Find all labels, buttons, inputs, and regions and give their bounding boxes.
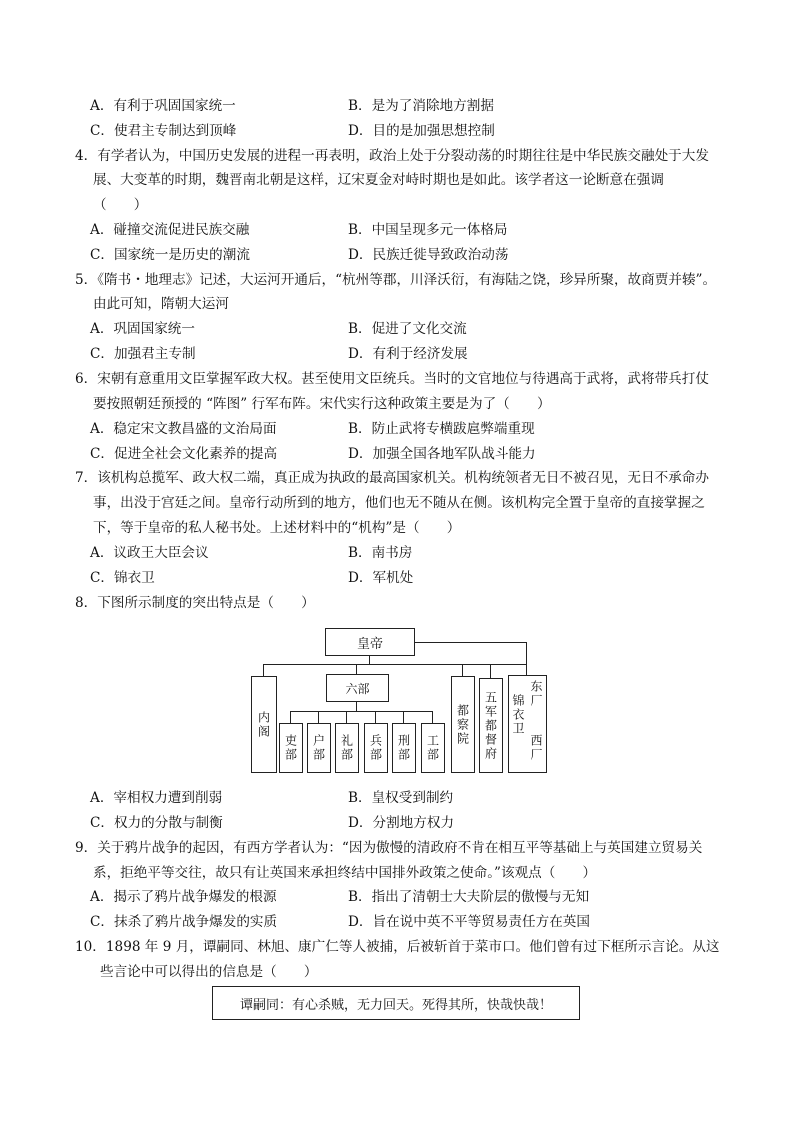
q6-stem-line-1: 6．宋朝有意重用文臣掌握军政大权。甚至使用文臣统兵。当时的文官地位与待遇高于武将，武将带兵打仗 (75, 371, 709, 387)
q5-option-a[interactable]: A．巩固国家统一 (90, 321, 195, 337)
q5-option-b[interactable]: B．促进了文化交流 (348, 321, 467, 337)
q7-option-c[interactable]: C．锦衣卫 (90, 570, 155, 586)
q6-option-c[interactable]: C．促进全社会文化素养的提高 (90, 446, 278, 462)
q4-answer-blank: （ ） (93, 197, 148, 213)
liubu-box: 六部 (326, 674, 389, 702)
q8-option-c[interactable]: C．权力的分散与制衡 (90, 815, 223, 831)
q5-stem-line-1: 5．《隋书・地理志》记述，大运河开通后，“杭州等郡，川泽沃衍，有海陆之饶，珍异所聚，故商贾并辏”。 (75, 272, 717, 288)
q7-stem-line-2: 事，出没于宫廷之间。皇帝行动所到的地方，他们也无不随从在侧。该机构完全置于皇帝的直接掌握之 (93, 495, 705, 511)
bingbu-box: 兵部 (364, 723, 388, 773)
q10-quote-box: 谭嗣同：有心杀贼，无力回天。死得其所，快哉快哉！ (212, 986, 580, 1020)
q6-option-b[interactable]: B．防止武将专横跋扈弊端重现 (348, 421, 535, 437)
q8-option-a[interactable]: A．宰相权力遭到削弱 (90, 790, 223, 806)
xichang-label: 西厂 (529, 734, 543, 762)
q7-stem-line-1: 7．该机构总揽军、政大权二端，真正成为执政的最高国家机关。机构统领者无日不被召见，无日不承命办 (75, 470, 709, 486)
changwei-box (508, 675, 547, 773)
q10-stem-line-1: 10．1898 年 9 月，谭嗣同、林旭、康广仁等人被捕，后被斩首于菜市口。他们曾有过下框所示言论。从这 (75, 939, 720, 955)
q4-option-b[interactable]: B．中国呈现多元一体格局 (348, 222, 508, 238)
q9-option-d[interactable]: D．旨在说中英不平等贸易责任方在英国 (348, 914, 590, 930)
q8-option-d[interactable]: D．分割地方权力 (348, 815, 455, 831)
q6-option-a[interactable]: A．稳定宋文教昌盛的文治局面 (90, 421, 277, 437)
libu-rites-box: 礼部 (335, 723, 359, 773)
q10-stem-line-2: 些言论中可以得出的信息是（ ） (100, 964, 318, 980)
q7-stem-line-3: 下，等于皇帝的私人秘书处。上述材料中的“机构”是（ ） (93, 520, 461, 536)
q4-option-d[interactable]: D．民族迁徙导致政治动荡 (348, 247, 509, 263)
q4-option-a[interactable]: A．碰撞交流促进民族交融 (90, 222, 250, 238)
q5-option-c[interactable]: C．加强君主专制 (90, 346, 196, 362)
duchayuan-box: 都察院 (451, 676, 475, 773)
jinyiwei-label: 锦衣卫 (511, 694, 525, 736)
dongchang-label: 东厂 (529, 680, 543, 708)
q9-option-b[interactable]: B．指出了清朝士大夫阶层的傲慢与无知 (348, 889, 590, 905)
q4-stem-line-2: 展、大变革的时期，魏晋南北朝是这样，辽宋夏金对峙时期也是如此。该学者这一论断意在强调 (93, 172, 664, 188)
q3-option-a[interactable]: A．有利于巩固国家统一 (90, 98, 236, 114)
q7-option-b[interactable]: B．南书房 (348, 545, 413, 561)
wujun-dudufu-box: 五军都督府 (479, 678, 503, 773)
q8-option-b[interactable]: B．皇权受到制约 (348, 790, 454, 806)
q9-option-a[interactable]: A．揭示了鸦片战争爆发的根源 (90, 889, 277, 905)
q8-stem: 8．下图所示制度的突出特点是（ ） (75, 595, 315, 611)
neige-box: 内阁 (251, 676, 277, 773)
gongbu-box: 工部 (421, 723, 445, 773)
q6-option-d[interactable]: D．加强全国各地军队战斗能力 (348, 446, 536, 462)
q4-option-c[interactable]: C．国家统一是历史的潮流 (90, 247, 250, 263)
q9-stem-line-1: 9．关于鸦片战争的起因，有西方学者认为：“因为傲慢的清政府不肯在相互平等基础上与英国建立贸易关 (75, 840, 703, 856)
q9-stem-line-2: 系，拒绝平等交往，故只有让英国来承担终结中国排外政策之使命。”该观点（ ） (93, 865, 597, 881)
q3-option-d[interactable]: D．目的是加强思想控制 (348, 123, 495, 139)
q5-option-d[interactable]: D．有利于经济发展 (348, 346, 468, 362)
q3-option-c[interactable]: C．使君主专制达到顶峰 (90, 123, 237, 139)
libu-box: 吏部 (279, 723, 303, 773)
xingbu-box: 刑部 (392, 723, 416, 773)
q5-stem-line-2: 由此可知，隋朝大运河 (93, 296, 229, 312)
hubu-box: 户部 (307, 723, 331, 773)
q7-option-a[interactable]: A．议政王大臣会议 (90, 545, 209, 561)
q9-option-c[interactable]: C．抹杀了鸦片战争爆发的实质 (90, 914, 278, 930)
q7-option-d[interactable]: D．军机处 (348, 570, 414, 586)
emperor-box: 皇帝 (325, 628, 415, 656)
q6-stem-line-2: 要按照朝廷预授的 “阵图” 行军布阵。宋代实行这种政策主要是为了（ ） (93, 396, 551, 412)
q4-stem-line-1: 4．有学者认为，中国历史发展的进程一再表明，政治上处于分裂动荡的时期往往是中华民族交融处于大发 (75, 148, 709, 164)
q3-option-b[interactable]: B．是为了消除地方割据 (348, 98, 494, 114)
